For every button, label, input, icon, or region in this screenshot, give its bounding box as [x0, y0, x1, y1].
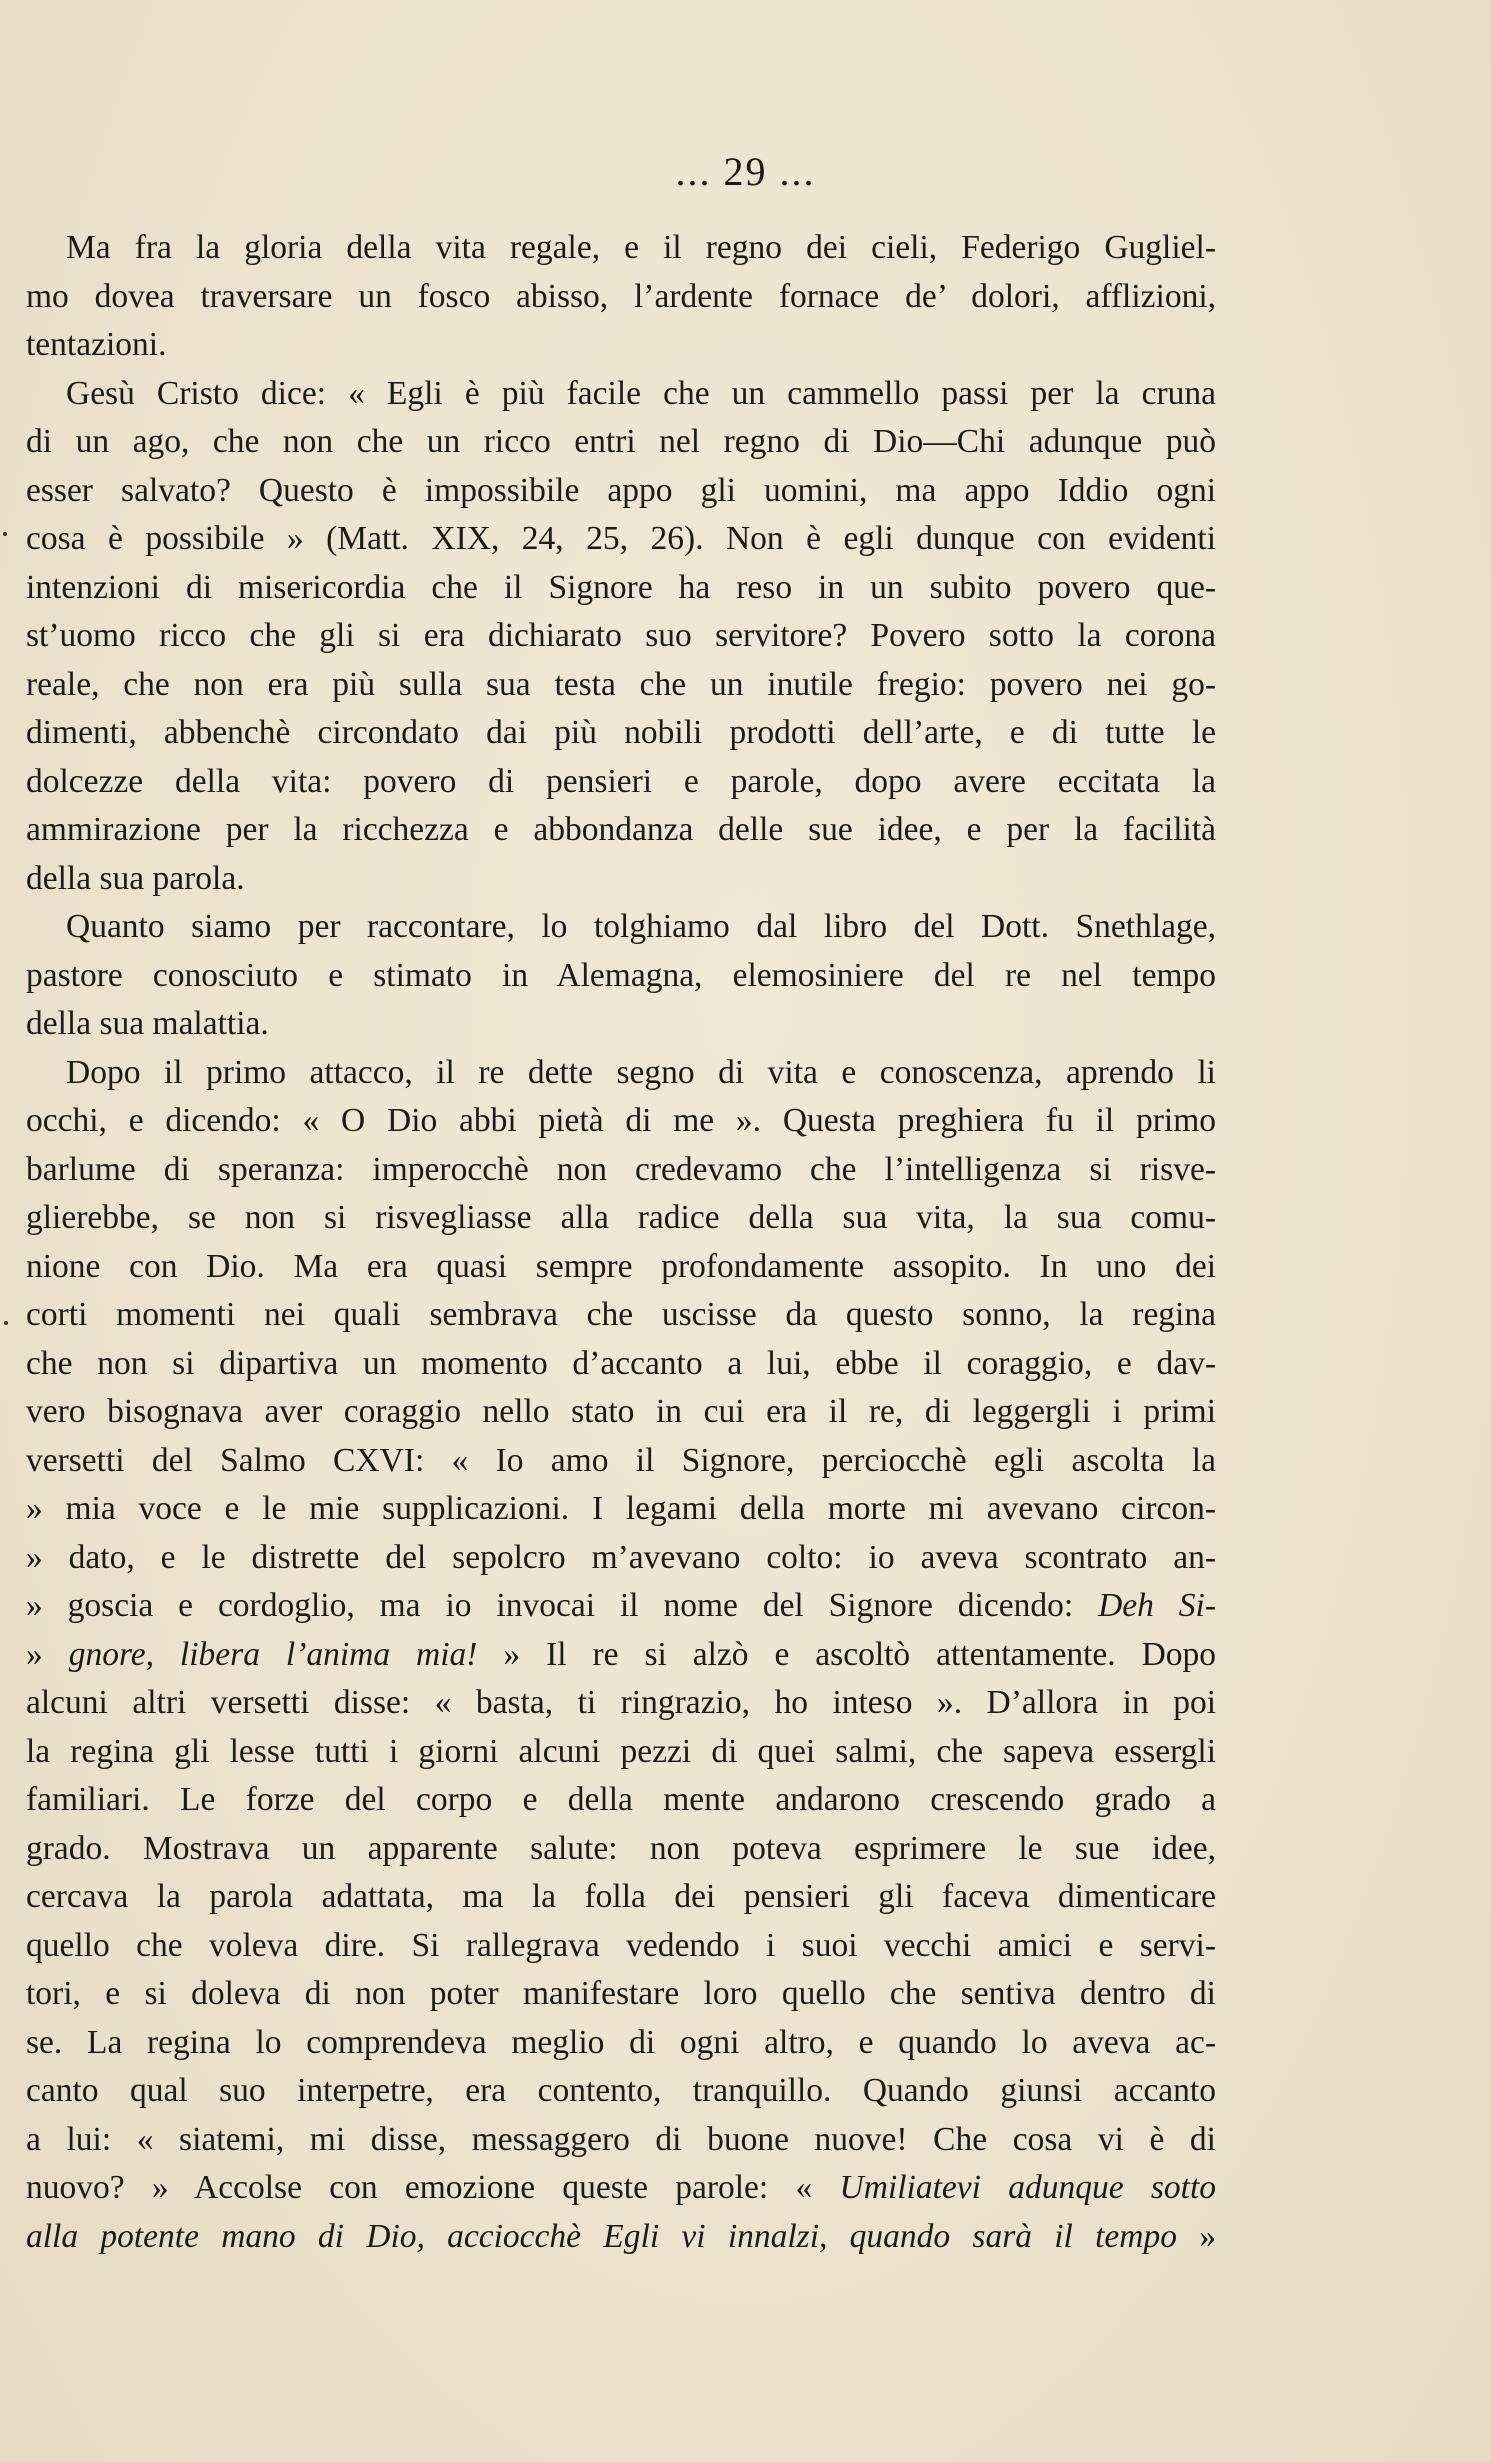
text-line [26, 1873, 1216, 1922]
text-line-content: la regina gli lesse tutti i giorni alcuni pezzi di quei salmi, che sapeva essergli [26, 1732, 1216, 1770]
text-line [26, 1291, 1216, 1340]
margin-speck [4, 1321, 8, 1325]
text-line-content: tori, e si doleva di non poter manifestare loro quello che sentiva dentro di [26, 1975, 1216, 2012]
text-line-content: Quanto siamo per raccontare, lo tolghiamo dal libro del Dott. Snethlage, [66, 908, 1216, 945]
text-line-content: nuovo? » Accolse con emozione queste parole: « [26, 2169, 813, 2206]
italic-phrase: Deh Si- [1098, 1587, 1216, 1624]
text-line [26, 370, 1216, 419]
text-line-content: dimenti, abbenchè circondato dai più nobili prodotti dell’arte, e di tutte le [26, 714, 1216, 751]
text-line-content: pastore conosciuto e stimato in Alemagna, elemosiniere del re nel tempo [26, 956, 1216, 994]
text-line [26, 661, 1216, 710]
text-line-content: glierebbe, se non si risvegliasse alla radice della sua vita, la sua comu- [26, 1199, 1216, 1236]
text-line-content: reale, che non era più sulla sua testa che un inutile fregio: povero nei go- [26, 665, 1216, 703]
text-line-content: Dopo il primo attacco, il re dette segno di vita e conoscenza, aprendo li [66, 1053, 1216, 1091]
text-line [26, 2213, 1216, 2262]
text-line [26, 855, 1216, 904]
text-line [26, 2116, 1216, 2165]
page-number: ... 29 ... [675, 149, 816, 194]
text-line [26, 1582, 1216, 1631]
text-line [26, 612, 1216, 661]
text-line [26, 2019, 1216, 2068]
text-line [26, 1970, 1216, 2019]
text-line [26, 564, 1216, 613]
text-line [26, 418, 1216, 467]
text-line-content: familiari. Le forze del corpo e della mente andarono crescendo grado a [26, 1781, 1216, 1818]
text-line-content: grado. Mostrava un apparente salute: non poteva esprimere le sue idee, [26, 1829, 1216, 1867]
text-line [26, 709, 1216, 758]
text-line [26, 1049, 1216, 1098]
text-line [26, 1000, 1216, 1049]
text-line-content: quello che voleva dire. Si rallegrava vedendo i suoi vecchi amici e servi- [26, 1926, 1216, 1964]
text-line-content: di un ago, che non che un ricco entri nel regno di Dio—Chi adunque può [26, 423, 1216, 460]
text-line [26, 1194, 1216, 1243]
text-line-content: » dato, e le distrette del sepolcro m’avevano colto: io aveva scontrato an- [26, 1538, 1216, 1576]
text-line [26, 224, 1216, 273]
text-line-content: esser salvato? Questo è impossibile appo gli uomini, ma appo Iddio ogni [26, 471, 1216, 509]
text-line-content: se. La regina lo comprendeva meglio di ogni altro, e quando lo aveva ac- [26, 2023, 1216, 2061]
text-line-content: tentazioni. [26, 326, 167, 363]
text-line-content: barlume di speranza: imperocchè non credevamo che l’intelligenza si risve- [26, 1150, 1216, 1188]
text-line-content: della sua parola. [26, 859, 245, 897]
text-line-content: occhi, e dicendo: « O Dio abbi pietà di me ». Questa preghiera fu il primo [26, 1102, 1216, 1139]
text-line [26, 903, 1216, 952]
text-line [26, 515, 1216, 564]
text-line [26, 467, 1216, 516]
text-line [26, 952, 1216, 1001]
text-line-content: Ma fra la gloria della vita regale, e il regno dei cieli, Federigo Gugliel- [66, 229, 1216, 266]
text-line-content: » mia voce e le mie supplicazioni. I legami della morte mi avevano circon- [26, 1490, 1216, 1527]
body-text [26, 224, 1216, 2261]
text-line-content: cercava la parola adattata, ma la folla dei pensieri gli faceva dimenticare [26, 1878, 1216, 1915]
text-line-content: mo dovea traversare un fosco abisso, l’ardente fornace de’ dolori, afflizioni, [26, 277, 1216, 315]
text-line-content: intenzioni di misericordia che il Signore ha reso in un subito povero que- [26, 568, 1216, 606]
text-line-content: cosa è possibile » (Matt. XIX, 24, 25, 26). Non è egli dunque con evidenti [26, 520, 1216, 557]
text-line [26, 2067, 1216, 2116]
text-line-content: ammirazione per la ricchezza e abbondanza delle sue idee, e per la facilità [26, 811, 1216, 848]
text-line-content: corti momenti nei quali sembrava che uscisse da questo sonno, la regina [26, 1296, 1216, 1333]
text-line-content: che non si dipartiva un momento d’accanto a lui, ebbe il coraggio, e dav- [26, 1344, 1216, 1382]
text-line [26, 806, 1216, 855]
text-line [26, 1340, 1216, 1389]
italic-phrase: Umiliatevi adunque sotto [839, 2169, 1216, 2206]
text-line [26, 2164, 1216, 2213]
text-line-tail: » [1199, 2217, 1216, 2255]
text-line [26, 1388, 1216, 1437]
text-line [26, 758, 1216, 807]
text-line [26, 1097, 1216, 1146]
margin-speck [3, 532, 7, 536]
text-line [26, 321, 1216, 370]
text-line [26, 1631, 1216, 1680]
text-line-content: alcuni altri versetti disse: « basta, ti ringrazio, ho inteso ». D’allora in poi [26, 1684, 1216, 1721]
text-line-content: » [26, 1635, 43, 1673]
text-line-content: canto qual suo interpetre, era contento, tranquillo. Quando giunsi accanto [26, 2072, 1216, 2109]
text-line [26, 1485, 1216, 1534]
text-line [26, 273, 1216, 322]
text-line [26, 1534, 1216, 1583]
text-line-content: nione con Dio. Ma era quasi sempre profondamente assopito. In uno dei [26, 1247, 1216, 1285]
italic-phrase: gnore, libera l’anima mia! [68, 1635, 478, 1673]
text-line [26, 1922, 1216, 1971]
text-line [26, 1437, 1216, 1486]
text-line-content: a lui: « siatemi, mi disse, messaggero di buone nuove! Che cosa vi è di [26, 2120, 1216, 2158]
text-line-content: versetti del Salmo CXVI: « Io amo il Signore, perciocchè egli ascolta la [26, 1441, 1216, 1479]
text-line-content: vero bisognava aver coraggio nello stato in cui era il re, di leggergli i primi [26, 1393, 1216, 1430]
text-line [26, 1243, 1216, 1292]
text-line [26, 1146, 1216, 1195]
text-line-content: della sua malattia. [26, 1005, 269, 1042]
text-line [26, 1776, 1216, 1825]
text-line [26, 1679, 1216, 1728]
text-line [26, 1728, 1216, 1777]
text-line [26, 1825, 1216, 1874]
text-line-content: dolcezze della vita: povero di pensieri e parole, dopo avere eccitata la [26, 762, 1216, 800]
text-line-content: » goscia e cordoglio, ma io invocai il nome del Signore dicendo: [26, 1587, 1074, 1624]
text-line-content: st’uomo ricco che gli si era dichiarato suo servitore? Povero sotto la corona [26, 617, 1216, 654]
text-line-tail: » Il re si alzò e ascoltò attentamente. Dopo [503, 1635, 1216, 1673]
text-line-content: Gesù Cristo dice: « Egli è più facile che un cammello passi per la cruna [66, 374, 1216, 412]
italic-phrase: alla potente mano di Dio, acciocchè Egli vi innalzi, quando sarà il tempo [26, 2217, 1177, 2255]
